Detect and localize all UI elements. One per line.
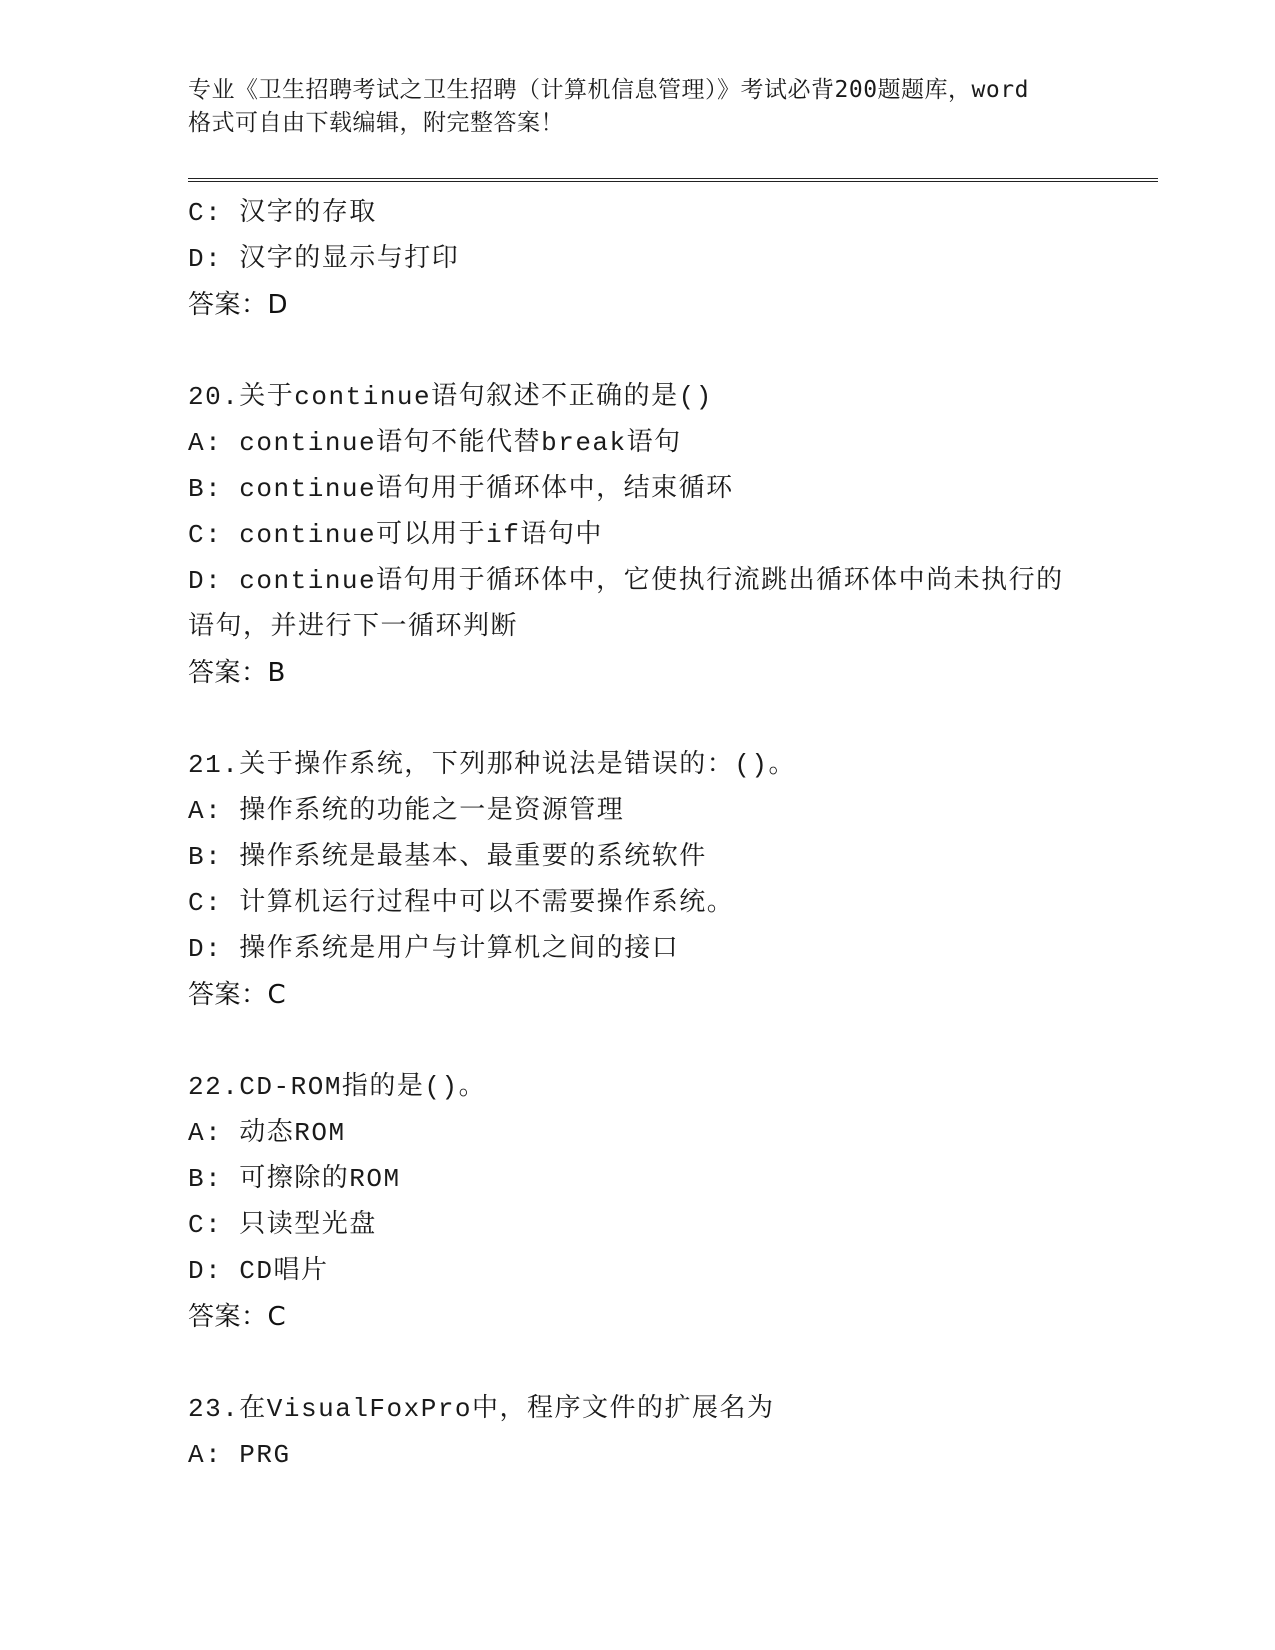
- question-21-option-d: D: 操作系统是用户与计算机之间的接口: [188, 934, 680, 964]
- question-20-stem: 20.关于continue语句叙述不正确的是(): [188, 382, 713, 412]
- question-content: [188, 190, 1108, 1478]
- spacer: [188, 1018, 1108, 1064]
- question-19-answer: 答案：D: [188, 290, 289, 320]
- question-21-option-a: A: 操作系统的功能之一是资源管理: [188, 796, 625, 826]
- question-19-option-c: C: 汉字的存取: [188, 198, 377, 228]
- question-20-option-a: A: continue语句不能代替break语句: [188, 428, 682, 458]
- question-22-answer: 答案：C: [188, 1302, 287, 1332]
- question-22-option-b: B: 可擦除的ROM: [188, 1164, 401, 1194]
- question-23-option-a: A: PRG: [188, 1440, 291, 1470]
- question-20-option-d-continued: 语句，并进行下一循环判断: [188, 612, 519, 642]
- question-21-stem: 21.关于操作系统，下列那种说法是错误的：()。: [188, 750, 797, 780]
- question-23-stem: 23.在VisualFoxPro中，程序文件的扩展名为: [188, 1394, 775, 1424]
- question-20-answer: 答案：B: [188, 658, 286, 688]
- question-21-answer: 答案：C: [188, 980, 287, 1010]
- question-20-option-b: B: continue语句用于循环体中，结束循环: [188, 474, 734, 504]
- spacer: [188, 1340, 1108, 1386]
- question-22-option-d: D: CD唱片: [188, 1256, 329, 1286]
- document-header: [188, 74, 1098, 140]
- header-divider: [188, 178, 1158, 182]
- question-20-option-c: C: continue可以用于if语句中: [188, 520, 603, 550]
- question-19-option-d: D: 汉字的显示与打印: [188, 244, 460, 274]
- spacer: [188, 328, 1108, 374]
- header-line-2: 格式可自由下载编辑，附完整答案！: [188, 110, 564, 136]
- question-22-stem: 22.CD-ROM指的是()。: [188, 1072, 487, 1102]
- header-line-1: 专业《卫生招聘考试之卫生招聘（计算机信息管理）》考试必背200题题库，word: [188, 77, 1029, 103]
- question-21-option-b: B: 操作系统是最基本、最重要的系统软件: [188, 842, 707, 872]
- question-22-option-c: C: 只读型光盘: [188, 1210, 377, 1240]
- question-21-option-c: C: 计算机运行过程中可以不需要操作系统。: [188, 888, 735, 918]
- question-22-option-a: A: 动态ROM: [188, 1118, 346, 1148]
- spacer: [188, 696, 1108, 742]
- question-20-option-d: D: continue语句用于循环体中，它使执行流跳出循环体中尚未执行的: [188, 566, 1064, 596]
